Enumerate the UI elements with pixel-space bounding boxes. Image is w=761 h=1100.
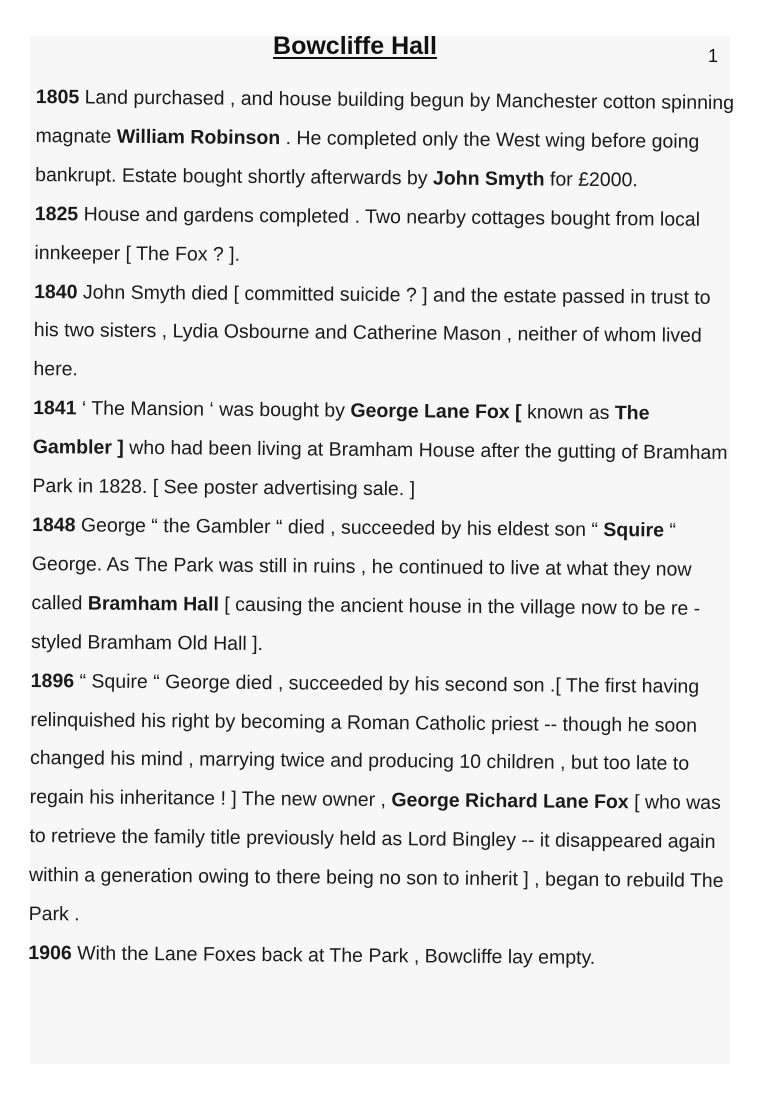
entry-text: known as: [521, 401, 615, 425]
entry-text: [ causing the ancient house in the village now to be re - styled Bramham Old Hall ].: [30, 593, 701, 655]
entry-year: 1848: [32, 513, 76, 537]
entry-text: House and gardens completed . Two nearby cottages bought from local innkeeper [ The Fox ? ].: [34, 203, 701, 266]
entry-text: George “ the Gambler “ died , succeeded by his eldest son “: [75, 514, 604, 541]
document-body: [28, 78, 736, 979]
place-name: Bramham Hall: [87, 592, 220, 616]
person-name: George Richard Lane Fox: [391, 789, 629, 814]
nickname: The Gambler ]: [32, 402, 650, 459]
entry-1896: [29, 662, 731, 940]
entry-text: “ Squire “ George died , succeeded by his second son .[ The first having relinquished his right by becoming a Roman Catholic priest -- though he soon changed his mind , marrying twice and producing 10 children , but too late to regain his inheritance ! ] The new owner ,: [29, 669, 700, 812]
entry-year: 1906: [28, 941, 72, 965]
document-title: Bowcliffe Hall: [273, 32, 437, 60]
entry-text: “ George. As The Park was still in ruins , he continued to live at what they now called: [31, 519, 692, 615]
nickname: Squire: [603, 518, 665, 542]
entry-text: . He completed only the West wing before going bankrupt. Estate bought shortly afterwards by: [35, 127, 700, 190]
page-number: 1: [708, 46, 719, 66]
entry-year: 1841: [33, 397, 77, 420]
entry-text: John Smyth died [ committed suicide ? ] and the estate passed in trust to his two sisters , Lydia Osbourne and Catherine Mason , neither of whom lived here.: [33, 280, 711, 381]
entry-text: Land purchased , and house building begun by Manchester cotton spinning magnate: [35, 86, 735, 148]
entry-text: [ who was to retrieve the family title previously held as Lord Bingley -- it disappeared again within a generation owing to there being no son to inherit ] , began to rebuild The Park .: [28, 791, 724, 926]
entry-text: who had been living at Bramham House after the gutting of Bramham Park in 1828. [ See poster advertising sale. ]: [32, 436, 728, 501]
entry-1840: [33, 273, 734, 396]
person-name: John Smyth: [432, 167, 545, 191]
entry-1848: [31, 506, 732, 668]
person-name: George Lane Fox [: [350, 400, 522, 424]
entry-text: ‘ The Mansion ‘ was bought by: [76, 397, 351, 423]
entry-1906: [28, 934, 728, 979]
entry-year: 1840: [34, 280, 78, 303]
entry-year: 1896: [30, 669, 75, 692]
entry-year: 1805: [35, 85, 80, 109]
entry-1805: [35, 78, 736, 201]
entry-1825: [34, 195, 735, 279]
entry-1841: [32, 389, 733, 512]
entry-text: With the Lane Foxes back at The Park , Bowcliffe lay empty.: [71, 942, 596, 969]
person-name: William Robinson: [116, 125, 281, 150]
entry-text: for £2000.: [544, 168, 638, 192]
entry-year: 1825: [34, 202, 79, 226]
